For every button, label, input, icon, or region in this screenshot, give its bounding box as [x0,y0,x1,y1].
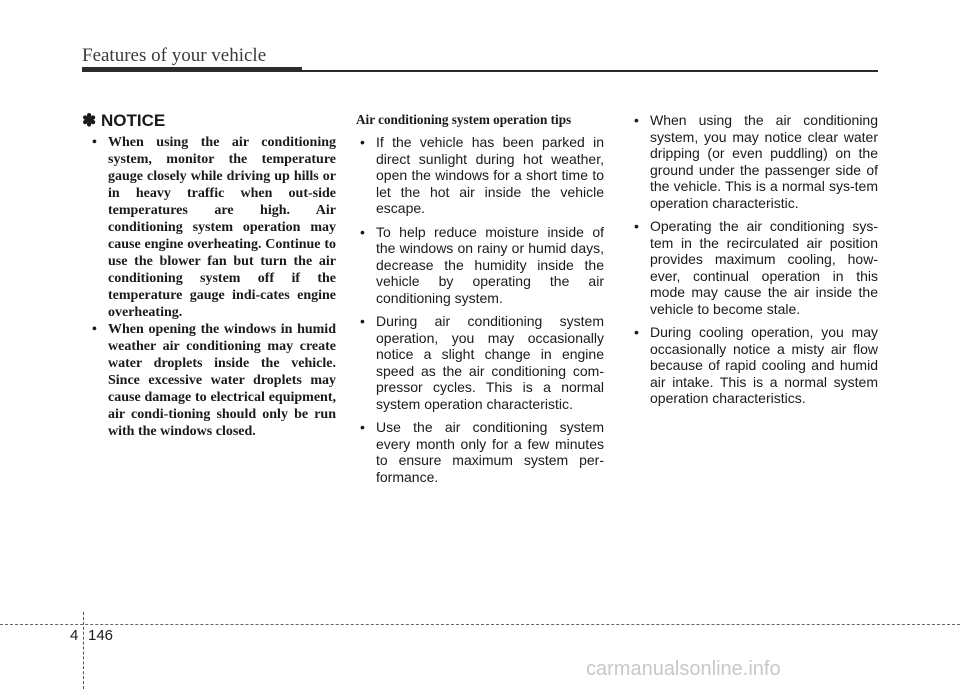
tips-column-1 [356,112,604,492]
notice-item: • When using the air conditioning system, monitor the temperature gauge closely while driving up hills or in heavy traffic when out-side temperatures are high. Air conditioning system operation may cause engine overheating. Continue to use the blower fan but turn the air conditioning system off if the temperature gauge indi-cates engine overheating. [82,134,336,321]
tips-list-2 [630,112,878,407]
chapter-number: 4 [70,627,79,644]
notice-heading: ✽ NOTICE [82,111,166,130]
notice-column [82,112,336,440]
tip-item: • During air conditioning system operation, you may occasionally notice a slight change in engine speed as the air conditioning com-pressor cycles. This is a normal system operation characteristic. [356,313,604,412]
tip-item: • Use the air conditioning system every month only for a few minutes to ensure maximum system per-formance. [356,419,604,485]
header-title: Features of your vehicle [82,45,267,66]
header-rule-thick [82,67,302,72]
footer-crop-line [0,624,960,625]
tip-item: • To help reduce moisture inside of the windows on rainy or humid days, decrease the humidity inside the vehicle by operating the air conditioning system. [356,224,604,307]
notice-list [82,134,336,440]
tip-item: • Operating the air conditioning sys-tem in the recirculated air position provides maximum cooling, how-ever, continual operation in this mode may cause the air inside the vehicle to become stale. [630,218,878,317]
tips-heading: Air conditioning system operation tips [356,112,572,127]
tips-column-2 [630,112,878,414]
page-number: 146 [88,627,114,644]
notice-item: • When opening the windows in humid weather air conditioning may create water droplets inside the vehicle. Since excessive water droplets may cause damage to electrical equipment, air condi-tioning should only be run with the windows closed. [82,321,336,440]
header-rule-thin [300,70,878,72]
tips-list-1 [356,134,604,485]
watermark: carmanualsonline.info [586,658,781,680]
footer-divider [83,612,84,689]
tip-item: • If the vehicle has been parked in direct sunlight during hot weather, open the windows for a short time to let the hot air inside the vehicle escape. [356,134,604,217]
tip-item: • When using the air conditioning system, you may notice clear water dripping (or even puddling) on the ground under the passenger side of the vehicle. This is a normal sys-tem operation characteristic. [630,112,878,211]
tip-item: • During cooling operation, you may occasionally notice a misty air flow because of rapid cooling and humid air intake. This is a normal system operation characteristics. [630,324,878,407]
